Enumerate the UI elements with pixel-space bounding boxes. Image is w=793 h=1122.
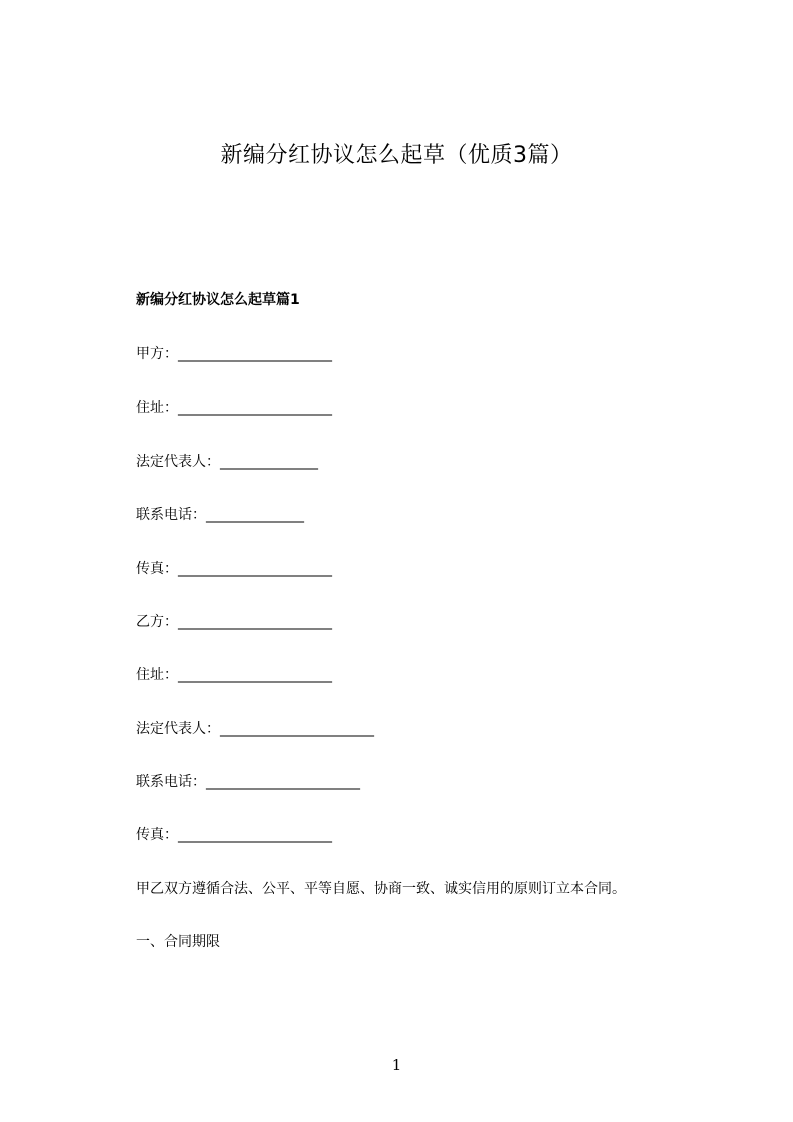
party-a-fax-field [136, 558, 332, 580]
field-label: 乙方： [136, 614, 178, 630]
page-number: 1 [391, 1056, 402, 1074]
section-heading: 新编分红协议怎么起草篇1 [136, 292, 300, 308]
party-b-field [136, 611, 332, 633]
blank-line: ______________ [206, 507, 304, 523]
field-label: 甲方： [136, 346, 178, 362]
field-label: 传真： [136, 827, 178, 843]
field-label: 法定代表人： [136, 454, 220, 470]
party-a-field [136, 343, 332, 365]
clause-heading: 一、合同期限 [136, 934, 220, 950]
field-label: 住址： [136, 667, 178, 683]
blank-line: ______________________ [206, 774, 360, 790]
blank-line: ______________________ [178, 561, 332, 577]
field-label: 联系电话： [136, 507, 206, 523]
party-a-phone-field [136, 504, 304, 526]
field-label: 联系电话： [136, 774, 206, 790]
blank-line: ______________________ [178, 827, 332, 843]
blank-line: ______________________ [220, 721, 374, 737]
party-a-address-field [136, 397, 332, 419]
party-a-representative-field [136, 451, 318, 473]
field-label: 法定代表人： [136, 721, 220, 737]
blank-line: ______________________ [178, 346, 332, 362]
party-b-fax-field [136, 824, 332, 846]
party-b-representative-field [136, 718, 374, 740]
principle-paragraph: 甲乙双方遵循合法、公平、平等自愿、协商一致、诚实信用的原则订立本合同。 [136, 881, 626, 897]
blank-line: ______________ [220, 454, 318, 470]
blank-line: ______________________ [178, 667, 332, 683]
field-label: 住址： [136, 400, 178, 416]
blank-line: ______________________ [178, 614, 332, 630]
document-title: 新编分红协议怎么起草（优质3篇） [220, 143, 573, 168]
blank-line: ______________________ [178, 400, 332, 416]
party-b-phone-field [136, 771, 360, 793]
field-label: 传真： [136, 561, 178, 577]
party-b-address-field [136, 664, 332, 686]
